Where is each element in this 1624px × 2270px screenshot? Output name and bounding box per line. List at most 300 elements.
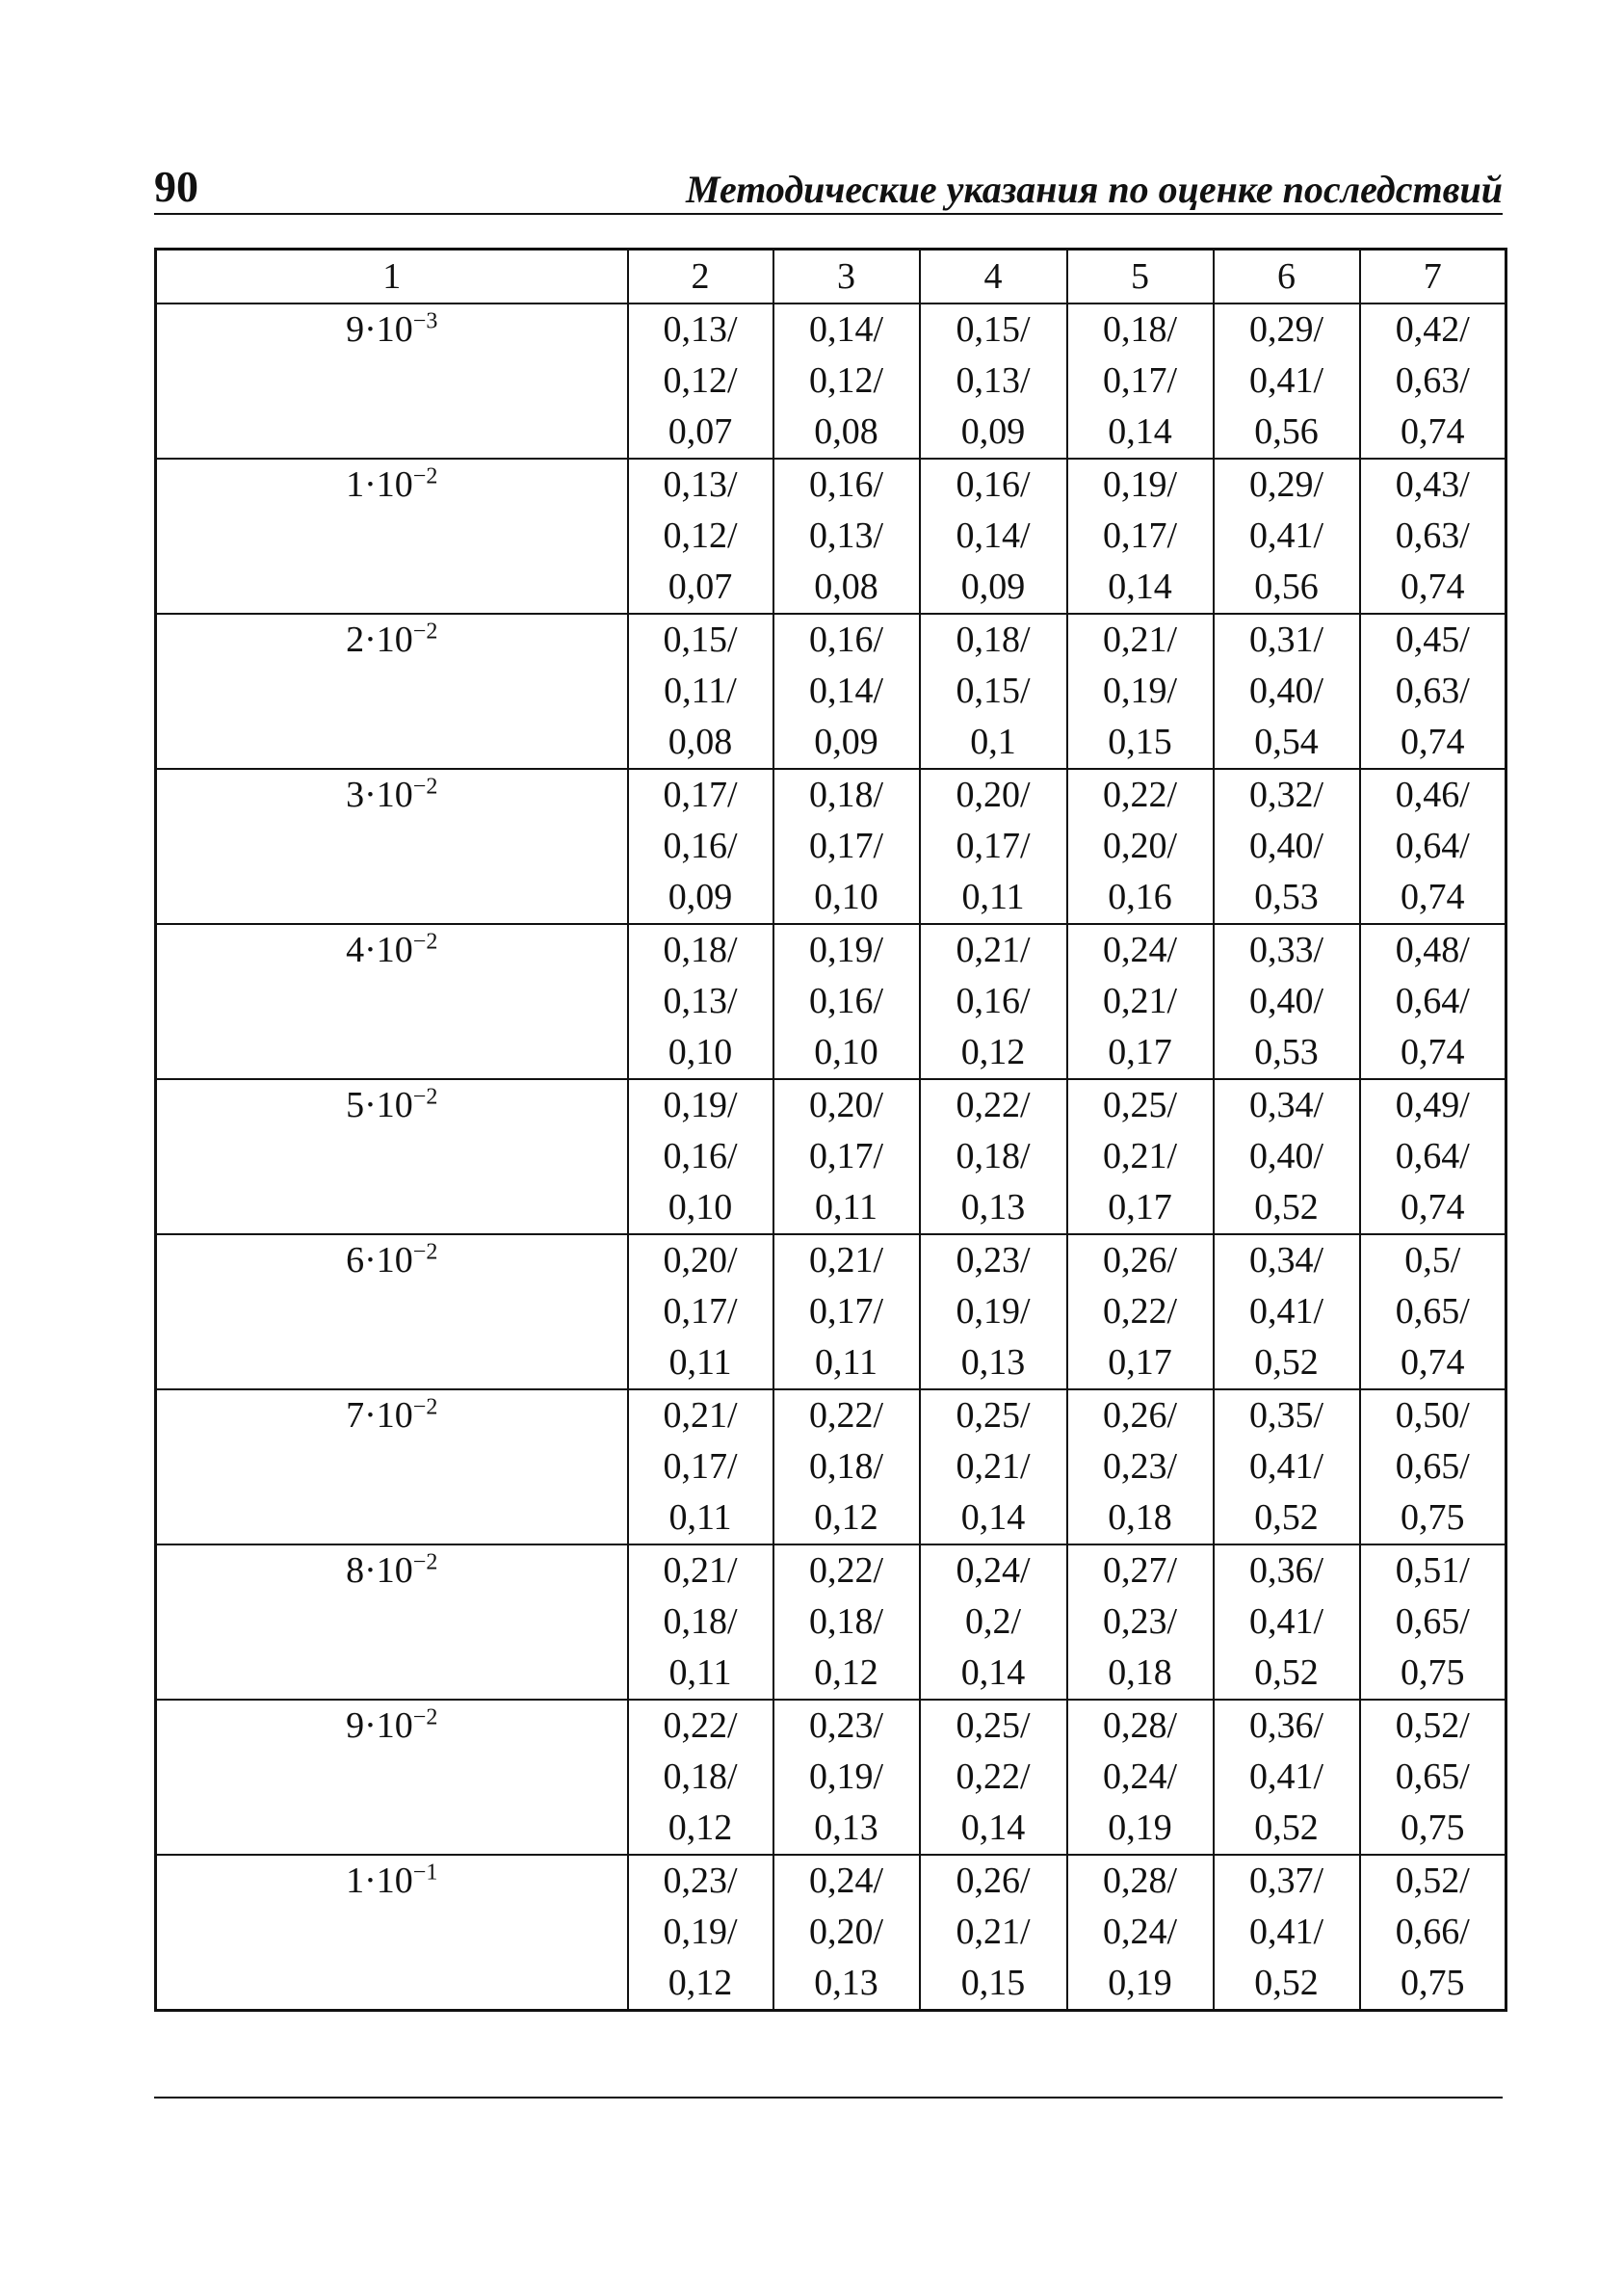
cell-value: 0,65/ [1395, 1601, 1470, 1642]
cell-value: 0,07 [668, 411, 733, 452]
cell-value: 0,49/ [1395, 1085, 1470, 1125]
cell-value: 0,07 [668, 567, 733, 607]
cell-value: 0,18/ [808, 775, 884, 815]
table-cell [773, 1700, 920, 1855]
row-label-coefficient: 9·10 [346, 309, 413, 350]
table-cell [920, 304, 1067, 459]
cell-value: 0,74 [1401, 1342, 1465, 1383]
cell-value: 0,08 [668, 722, 733, 762]
table-cell [1214, 304, 1360, 459]
cell-value: 0,25/ [1102, 1085, 1178, 1125]
row-label [156, 1700, 628, 1855]
table-cell [1360, 769, 1506, 924]
table-cell [1067, 769, 1214, 924]
cell-value: 0,17/ [663, 1446, 738, 1487]
table-cell [920, 1855, 1067, 2011]
cell-value: 0,20/ [808, 1085, 884, 1125]
cell-value: 0,37/ [1248, 1861, 1324, 1901]
cell-value: 0,5/ [1404, 1240, 1461, 1280]
column-header-3: 3 [773, 250, 920, 304]
cell-value: 0,11/ [664, 671, 737, 711]
cell-value: 0,13 [960, 1342, 1026, 1383]
table-cell [1067, 614, 1214, 769]
table-cell [1360, 1234, 1506, 1389]
cell-value: 0,10 [814, 1032, 878, 1072]
cell-value: 0,35/ [1248, 1395, 1324, 1436]
cell-value: 0,66/ [1395, 1912, 1470, 1952]
row-label [156, 924, 628, 1079]
cell-value: 0,40/ [1248, 671, 1324, 711]
row-label [156, 1544, 628, 1700]
table-cell [1214, 1544, 1360, 1700]
cell-value: 0,14/ [808, 309, 884, 350]
cell-value: 0,18/ [808, 1446, 884, 1487]
cell-value: 0,09 [668, 877, 733, 917]
row-label-exponent: −3 [412, 308, 438, 334]
cell-value: 0,24/ [1102, 1756, 1178, 1797]
row-label-coefficient: 2·10 [346, 620, 413, 660]
footer-rule [154, 2097, 1503, 2098]
cell-value: 0,40/ [1248, 1136, 1324, 1176]
cell-value: 0,15 [1108, 722, 1172, 762]
row-label-coefficient: 1·10 [346, 464, 413, 505]
cell-value: 0,34/ [1248, 1240, 1324, 1280]
table-cell [1360, 1079, 1506, 1234]
table-row [156, 614, 1506, 769]
cell-value: 0,63/ [1395, 360, 1470, 401]
cell-value: 0,22/ [663, 1705, 738, 1746]
column-header-5: 5 [1067, 250, 1214, 304]
cell-value: 0,22/ [808, 1395, 884, 1436]
cell-value: 0,18/ [808, 1601, 884, 1642]
cell-value: 0,16/ [956, 464, 1031, 505]
row-label-exponent: −2 [412, 1549, 438, 1575]
cell-value: 0,56 [1254, 567, 1319, 607]
cell-value: 0,75 [1401, 1497, 1465, 1538]
cell-value: 0,16/ [808, 464, 884, 505]
cell-value: 0,48/ [1395, 930, 1470, 970]
cell-value: 0,12/ [663, 360, 738, 401]
table-cell [773, 614, 920, 769]
row-label-coefficient: 5·10 [346, 1085, 413, 1125]
cell-value: 0,19/ [808, 930, 884, 970]
table-cell [920, 924, 1067, 1079]
cell-value: 0,25/ [956, 1705, 1031, 1746]
table-cell [773, 1234, 920, 1389]
cell-value: 0,16/ [663, 1136, 738, 1176]
cell-value: 0,53 [1254, 877, 1319, 917]
cell-value: 0,23/ [1102, 1601, 1178, 1642]
table-cell [628, 1389, 773, 1544]
cell-value: 0,74 [1401, 411, 1465, 452]
table-header [156, 250, 1506, 304]
table-cell [628, 924, 773, 1079]
table-cell [1360, 1544, 1506, 1700]
table-cell [628, 1544, 773, 1700]
cell-value: 0,09 [960, 567, 1026, 607]
table-cell [773, 459, 920, 614]
cell-value: 0,74 [1401, 1032, 1465, 1072]
cell-value: 0,63/ [1395, 671, 1470, 711]
cell-value: 0,21/ [956, 1912, 1031, 1952]
row-label [156, 459, 628, 614]
cell-value: 0,17/ [663, 1291, 738, 1332]
cell-value: 0,18/ [663, 930, 738, 970]
cell-value: 0,13 [960, 1187, 1026, 1227]
cell-value: 0,11 [961, 877, 1025, 917]
cell-value: 0,63/ [1395, 515, 1470, 556]
cell-value: 0,15/ [663, 620, 738, 660]
row-label-coefficient: 6·10 [346, 1240, 413, 1280]
cell-value: 0,18 [1108, 1497, 1172, 1538]
table-cell [1067, 1700, 1214, 1855]
cell-value: 0,52 [1254, 1342, 1319, 1383]
cell-value: 0,10 [668, 1032, 733, 1072]
table-body [156, 304, 1506, 2011]
cell-value: 0,17 [1108, 1342, 1172, 1383]
row-label-coefficient: 3·10 [346, 775, 413, 815]
row-label [156, 614, 628, 769]
cell-value: 0,43/ [1395, 464, 1470, 505]
table-cell [920, 1389, 1067, 1544]
cell-value: 0,41/ [1248, 1446, 1324, 1487]
cell-value: 0,21/ [1102, 620, 1178, 660]
row-label [156, 1234, 628, 1389]
cell-value: 0,53 [1254, 1032, 1319, 1072]
cell-value: 0,16/ [663, 826, 738, 866]
cell-value: 0,16/ [956, 981, 1031, 1021]
table-cell [628, 1855, 773, 2011]
cell-value: 0,16/ [808, 981, 884, 1021]
cell-value: 0,64/ [1395, 981, 1470, 1021]
table-cell [773, 1544, 920, 1700]
row-label-coefficient: 1·10 [346, 1861, 413, 1901]
cell-value: 0,14/ [956, 515, 1031, 556]
cell-value: 0,23/ [808, 1705, 884, 1746]
table-row [156, 1389, 1506, 1544]
table-cell [773, 1389, 920, 1544]
cell-value: 0,14 [960, 1652, 1026, 1693]
table-row [156, 459, 1506, 614]
cell-value: 0,19/ [663, 1912, 738, 1952]
cell-value: 0,21/ [663, 1395, 738, 1436]
table-cell [1067, 459, 1214, 614]
column-header-2: 2 [628, 250, 773, 304]
cell-value: 0,24/ [956, 1550, 1031, 1591]
cell-value: 0,18/ [663, 1756, 738, 1797]
cell-value: 0,41/ [1248, 1912, 1324, 1952]
row-label-exponent: −2 [412, 619, 438, 645]
table-cell [1067, 304, 1214, 459]
cell-value: 0,64/ [1395, 1136, 1470, 1176]
cell-value: 0,75 [1401, 1652, 1465, 1693]
cell-value: 0,28/ [1102, 1705, 1178, 1746]
page-header [154, 159, 1503, 215]
table-cell [773, 1855, 920, 2011]
cell-value: 0,65/ [1395, 1446, 1470, 1487]
cell-value: 0,74 [1401, 722, 1465, 762]
row-label-exponent: −2 [412, 774, 438, 800]
column-header-7: 7 [1360, 250, 1506, 304]
cell-value: 0,11 [814, 1342, 878, 1383]
cell-value: 0,19/ [956, 1291, 1031, 1332]
table-row [156, 304, 1506, 459]
cell-value: 0,46/ [1395, 775, 1470, 815]
cell-value: 0,13/ [663, 309, 738, 350]
cell-value: 0,41/ [1248, 515, 1324, 556]
table-cell [628, 769, 773, 924]
table-cell [920, 1234, 1067, 1389]
cell-value: 0,13/ [663, 981, 738, 1021]
table-cell [1067, 1855, 1214, 2011]
cell-value: 0,54 [1254, 722, 1319, 762]
cell-value: 0,34/ [1248, 1085, 1324, 1125]
cell-value: 0,36/ [1248, 1705, 1324, 1746]
cell-value: 0,1 [970, 722, 1016, 762]
cell-value: 0,40/ [1248, 826, 1324, 866]
cell-value: 0,14 [960, 1497, 1026, 1538]
cell-value: 0,52 [1254, 1497, 1319, 1538]
running-title: Методические указания по оценке последствий [686, 168, 1503, 211]
cell-value: 0,41/ [1248, 360, 1324, 401]
cell-value: 0,65/ [1395, 1756, 1470, 1797]
cell-value: 0,08 [814, 411, 878, 452]
cell-value: 0,24/ [808, 1861, 884, 1901]
cell-value: 0,29/ [1248, 309, 1324, 350]
cell-value: 0,12/ [663, 515, 738, 556]
cell-value: 0,19 [1108, 1963, 1172, 2003]
row-label-exponent: −2 [412, 1239, 438, 1265]
table-cell [1214, 1855, 1360, 2011]
cell-value: 0,18/ [956, 620, 1031, 660]
cell-value: 0,15/ [956, 309, 1031, 350]
cell-value: 0,33/ [1248, 930, 1324, 970]
row-label [156, 1079, 628, 1234]
cell-value: 0,16/ [808, 620, 884, 660]
cell-value: 0,19/ [1102, 464, 1178, 505]
cell-value: 0,20/ [1102, 826, 1178, 866]
cell-value: 0,74 [1401, 1187, 1465, 1227]
cell-value: 0,12 [814, 1652, 878, 1693]
cell-value: 0,18 [1108, 1652, 1172, 1693]
cell-value: 0,09 [814, 722, 878, 762]
table-row [156, 1234, 1506, 1389]
cell-value: 0,52 [1254, 1187, 1319, 1227]
cell-value: 0,22/ [956, 1085, 1031, 1125]
cell-value: 0,74 [1401, 567, 1465, 607]
cell-value: 0,23/ [956, 1240, 1031, 1280]
table-cell [1214, 769, 1360, 924]
cell-value: 0,25/ [956, 1395, 1031, 1436]
table-cell [1360, 1389, 1506, 1544]
table-row [156, 1700, 1506, 1855]
table-row [156, 1855, 1506, 2011]
cell-value: 0,65/ [1395, 1291, 1470, 1332]
table-cell [1067, 924, 1214, 1079]
cell-value: 0,51/ [1395, 1550, 1470, 1591]
cell-value: 0,18/ [663, 1601, 738, 1642]
cell-value: 0,12 [814, 1497, 878, 1538]
table-cell [920, 1700, 1067, 1855]
table-cell [920, 1544, 1067, 1700]
table-cell [628, 1700, 773, 1855]
row-label-exponent: −2 [412, 929, 438, 955]
cell-value: 0,19 [1108, 1808, 1172, 1848]
row-label-coefficient: 9·10 [346, 1705, 413, 1746]
cell-value: 0,27/ [1102, 1550, 1178, 1591]
cell-value: 0,20/ [808, 1912, 884, 1952]
table-cell [1214, 1234, 1360, 1389]
cell-value: 0,11 [814, 1187, 878, 1227]
cell-value: 0,64/ [1395, 826, 1470, 866]
cell-value: 0,50/ [1395, 1395, 1470, 1436]
cell-value: 0,12 [960, 1032, 1026, 1072]
table-cell [1214, 1389, 1360, 1544]
cell-value: 0,17/ [1102, 360, 1178, 401]
cell-value: 0,19/ [663, 1085, 738, 1125]
cell-value: 0,15/ [956, 671, 1031, 711]
cell-value: 0,41/ [1248, 1291, 1324, 1332]
cell-value: 0,52 [1254, 1808, 1319, 1848]
cell-value: 0,08 [814, 567, 878, 607]
cell-value: 0,14 [960, 1808, 1026, 1848]
cell-value: 0,22/ [1102, 775, 1178, 815]
table-cell [773, 1079, 920, 1234]
cell-value: 0,14 [1108, 411, 1172, 452]
header-row [156, 250, 1506, 304]
cell-value: 0,17/ [1102, 515, 1178, 556]
table-cell [1214, 924, 1360, 1079]
cell-value: 0,2/ [964, 1601, 1022, 1642]
table-row [156, 924, 1506, 1079]
cell-value: 0,13 [814, 1963, 878, 2003]
cell-value: 0,11 [668, 1497, 732, 1538]
cell-value: 0,13 [814, 1808, 878, 1848]
table-cell [773, 769, 920, 924]
cell-value: 0,23/ [1102, 1446, 1178, 1487]
cell-value: 0,17/ [663, 775, 738, 815]
cell-value: 0,24/ [1102, 930, 1178, 970]
cell-value: 0,12 [668, 1963, 733, 2003]
cell-value: 0,11 [668, 1652, 732, 1693]
cell-value: 0,19/ [808, 1756, 884, 1797]
cell-value: 0,17 [1108, 1032, 1172, 1072]
cell-value: 0,20/ [956, 775, 1031, 815]
cell-value: 0,23/ [663, 1861, 738, 1901]
table-cell [1067, 1544, 1214, 1700]
row-label-exponent: −2 [412, 1394, 438, 1420]
row-label-coefficient: 4·10 [346, 930, 413, 970]
row-label-exponent: −2 [412, 1084, 438, 1110]
cell-value: 0,28/ [1102, 1861, 1178, 1901]
column-header-1: 1 [156, 250, 628, 304]
cell-value: 0,21/ [808, 1240, 884, 1280]
row-label-exponent: −2 [412, 463, 438, 489]
cell-value: 0,75 [1401, 1808, 1465, 1848]
cell-value: 0,29/ [1248, 464, 1324, 505]
cell-value: 0,24/ [1102, 1912, 1178, 1952]
row-label [156, 769, 628, 924]
column-header-6: 6 [1214, 250, 1360, 304]
cell-value: 0,18/ [956, 1136, 1031, 1176]
cell-value: 0,52 [1254, 1652, 1319, 1693]
table-cell [773, 924, 920, 1079]
table-cell [1067, 1079, 1214, 1234]
cell-value: 0,36/ [1248, 1550, 1324, 1591]
table-row [156, 1079, 1506, 1234]
cell-value: 0,26/ [1102, 1240, 1178, 1280]
table-cell [1067, 1234, 1214, 1389]
cell-value: 0,14 [1108, 567, 1172, 607]
cell-value: 0,21/ [1102, 1136, 1178, 1176]
row-label [156, 304, 628, 459]
cell-value: 0,17/ [808, 1136, 884, 1176]
table-cell [628, 304, 773, 459]
cell-value: 0,16 [1108, 877, 1172, 917]
table-cell [1214, 1079, 1360, 1234]
table-cell [1360, 1700, 1506, 1855]
row-label-exponent: −1 [412, 1860, 438, 1886]
table-cell [773, 304, 920, 459]
cell-value: 0,17/ [808, 1291, 884, 1332]
cell-value: 0,17/ [956, 826, 1031, 866]
cell-value: 0,20/ [663, 1240, 738, 1280]
table-row [156, 1544, 1506, 1700]
table-cell [628, 1079, 773, 1234]
table-cell [628, 614, 773, 769]
cell-value: 0,74 [1401, 877, 1465, 917]
cell-value: 0,21/ [956, 1446, 1031, 1487]
cell-value: 0,26/ [1102, 1395, 1178, 1436]
table-cell [1214, 1700, 1360, 1855]
cell-value: 0,09 [960, 411, 1026, 452]
table-cell [1067, 1389, 1214, 1544]
table-cell [920, 614, 1067, 769]
row-label-exponent: −2 [412, 1704, 438, 1730]
table-cell [920, 1079, 1067, 1234]
table-cell [1360, 304, 1506, 459]
cell-value: 0,21/ [1102, 981, 1178, 1021]
cell-value: 0,52/ [1395, 1705, 1470, 1746]
cell-value: 0,22/ [808, 1550, 884, 1591]
table-cell [1360, 614, 1506, 769]
cell-value: 0,17 [1108, 1187, 1172, 1227]
cell-value: 0,32/ [1248, 775, 1324, 815]
cell-value: 0,52 [1254, 1963, 1319, 2003]
table-cell [1214, 614, 1360, 769]
cell-value: 0,31/ [1248, 620, 1324, 660]
cell-value: 0,18/ [1102, 309, 1178, 350]
table-cell [1360, 1855, 1506, 2011]
table-cell [1214, 459, 1360, 614]
table-cell [1360, 459, 1506, 614]
cell-value: 0,42/ [1395, 309, 1470, 350]
cell-value: 0,56 [1254, 411, 1319, 452]
cell-value: 0,10 [814, 877, 878, 917]
cell-value: 0,75 [1401, 1963, 1465, 2003]
cell-value: 0,17/ [808, 826, 884, 866]
cell-value: 0,45/ [1395, 620, 1470, 660]
cell-value: 0,26/ [956, 1861, 1031, 1901]
data-table [154, 248, 1507, 2012]
row-label [156, 1389, 628, 1544]
cell-value: 0,22/ [956, 1756, 1031, 1797]
cell-value: 0,19/ [1102, 671, 1178, 711]
table-cell [628, 459, 773, 614]
cell-value: 0,13/ [808, 515, 884, 556]
table-cell [1360, 924, 1506, 1079]
cell-value: 0,13/ [956, 360, 1031, 401]
